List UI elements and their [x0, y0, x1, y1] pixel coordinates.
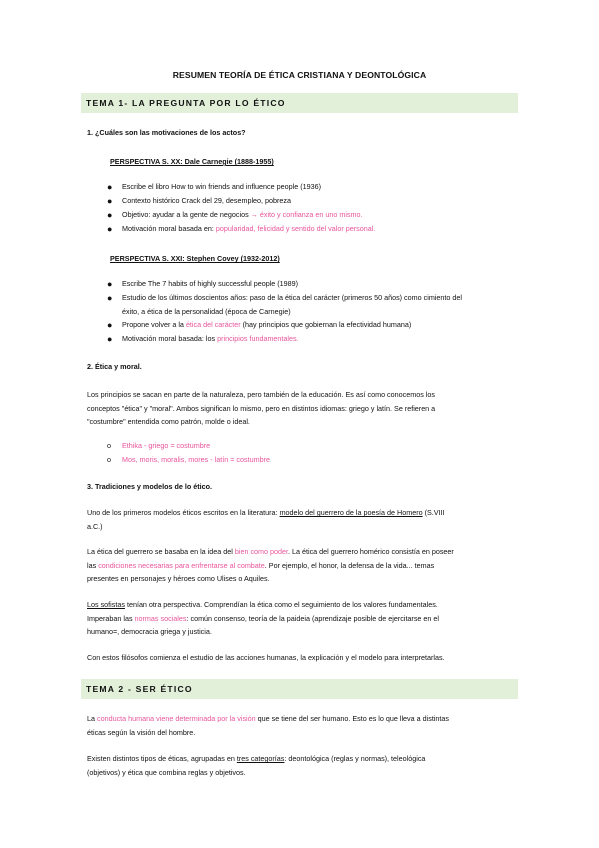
bullet-icon: ●: [107, 210, 113, 220]
underlined-text: tres categorías: [236, 754, 285, 763]
list-item: Motivación moral basada en: popularidad, felicidad y sentido del valor personal.: [122, 224, 376, 233]
paragraph: La conducta humana viene determinada por la visión que se tiene del ser humano. Esto es lo que lleva a distintas éticas según la visión del hombre.: [87, 714, 450, 737]
list-item: Estudio de los últimos doscientos años: paso de la ética del carácter (primeros 50 años) como cimiento del éxito, a ética de la personalidad (época de Carnegie): [122, 293, 462, 316]
question-1: 1. ¿Cuáles son las motivaciones de los actos?: [87, 128, 246, 137]
section-heading-text: TEMA 2 - SER ÉTICO: [86, 684, 193, 694]
paragraph: Uno de los primeros modelos éticos escritos en la literatura: modelo del guerrero de la poesía de Homero (S.VIII a.C.): [87, 508, 445, 531]
question-2: 2. Ética y moral.: [87, 362, 142, 371]
bullet-icon: ●: [107, 182, 113, 192]
highlighted-text: popularidad, felicidad y sentido del valor personal.: [215, 224, 376, 233]
section-heading-tema-1: [81, 93, 518, 113]
perspective-2-title: PERSPECTIVA S. XXI: Stephen Covey (1932-2012): [110, 254, 280, 263]
list-item: Escribe el libro How to win friends and influence people (1936): [122, 182, 321, 191]
bullet-icon: ●: [107, 279, 113, 289]
bullet-icon: ●: [107, 293, 113, 303]
bullet-icon: ●: [107, 334, 113, 344]
list-item: Escribe The 7 habits of highly successful people (1989): [122, 279, 299, 288]
list-item: Contexto histórico Crack del 29, desempleo, pobreza: [122, 196, 291, 205]
sublist-marker: o: [107, 441, 111, 450]
paragraph: Los sofistas tenían otra perspectiva. Comprendían la ética como el seguimiento de los valores fundamentales. Imperaban las normas sociales: común consenso, teoría de la paideia (aprendizaje posible de ejercitarse en el humano=, democracia griega y justicia.: [87, 600, 440, 636]
highlighted-text: bien como poder: [234, 547, 289, 556]
paragraph: La ética del guerrero se basaba en la idea del bien como poder. La ética del guerrero homérico consistía en poseer las condiciones necesarias para enfrentarse al combate. Por ejemplo, el honor, la defensa de la vida... temas presentes en personajes y héroes como Ulises o Aquiles.: [87, 547, 454, 583]
highlighted-text: condiciones necesarias para enfrentarse al combate: [98, 560, 265, 570]
underlined-text: Los sofistas: [87, 600, 125, 609]
bullet-icon: ●: [107, 224, 113, 234]
highlighted-text: principios fundamentales.: [217, 334, 299, 343]
section-heading-text: TEMA 1- LA PREGUNTA POR LO ÉTICO: [86, 98, 286, 108]
document-title: RESUMEN TEORÍA DE ÉTICA CRISTIANA Y DEONTOLÓGICA: [172, 70, 427, 80]
list-item: Objetivo: ayudar a la gente de negocios → éxito y confianza en uno mismo.: [122, 210, 363, 219]
question-3: 3. Tradiciones y modelos de lo ético.: [87, 482, 213, 491]
list-item: Propone volver a la ética del carácter (hay principios que gobiernan la efectividad humana): [122, 320, 412, 329]
bullet-icon: ●: [107, 320, 113, 330]
section-heading-tema-2: [81, 679, 518, 699]
paragraph: Con estos filósofos comienza el estudio de las acciones humanas, la explicación y el modelo para interpretarlas.: [87, 653, 445, 662]
sublist-item: Mos, moris, moralis, mores - latín = costumbre: [122, 455, 270, 464]
sublist-item: Ethika - griego = costumbre: [122, 441, 211, 450]
highlighted-text: ética del carácter: [185, 320, 241, 329]
paragraph: Existen distintos tipos de éticas, agrupadas en tres categorías: deontológica (reglas y normas), teleológica (objetivos) y ética que combina reglas y objetivos.: [87, 754, 426, 777]
sublist-marker: o: [107, 455, 111, 464]
perspective-1-title: PERSPECTIVA S. XX: Dale Carnegie (1888-1955): [110, 157, 274, 166]
bullet-icon: ●: [107, 196, 113, 206]
underlined-text: modelo del guerrero de la poesía de Homero: [279, 508, 423, 517]
paragraph: Los principios se sacan en parte de la naturaleza, pero también de la educación. Es así como conocemos los conceptos "ética" y "moral". Ambos significan lo mismo, pero en distintos idiomas: griego y latín. Se refieren a "costumbre" entendida como patrón, molde o ideal.: [87, 390, 436, 426]
highlighted-text: normas sociales: [134, 613, 187, 623]
highlighted-text: → éxito y confianza en uno mismo.: [250, 210, 363, 219]
list-item: Motivación moral basada: los principios fundamentales.: [122, 334, 299, 343]
highlighted-text: conducta humana viene determinada por la visión: [97, 714, 256, 723]
